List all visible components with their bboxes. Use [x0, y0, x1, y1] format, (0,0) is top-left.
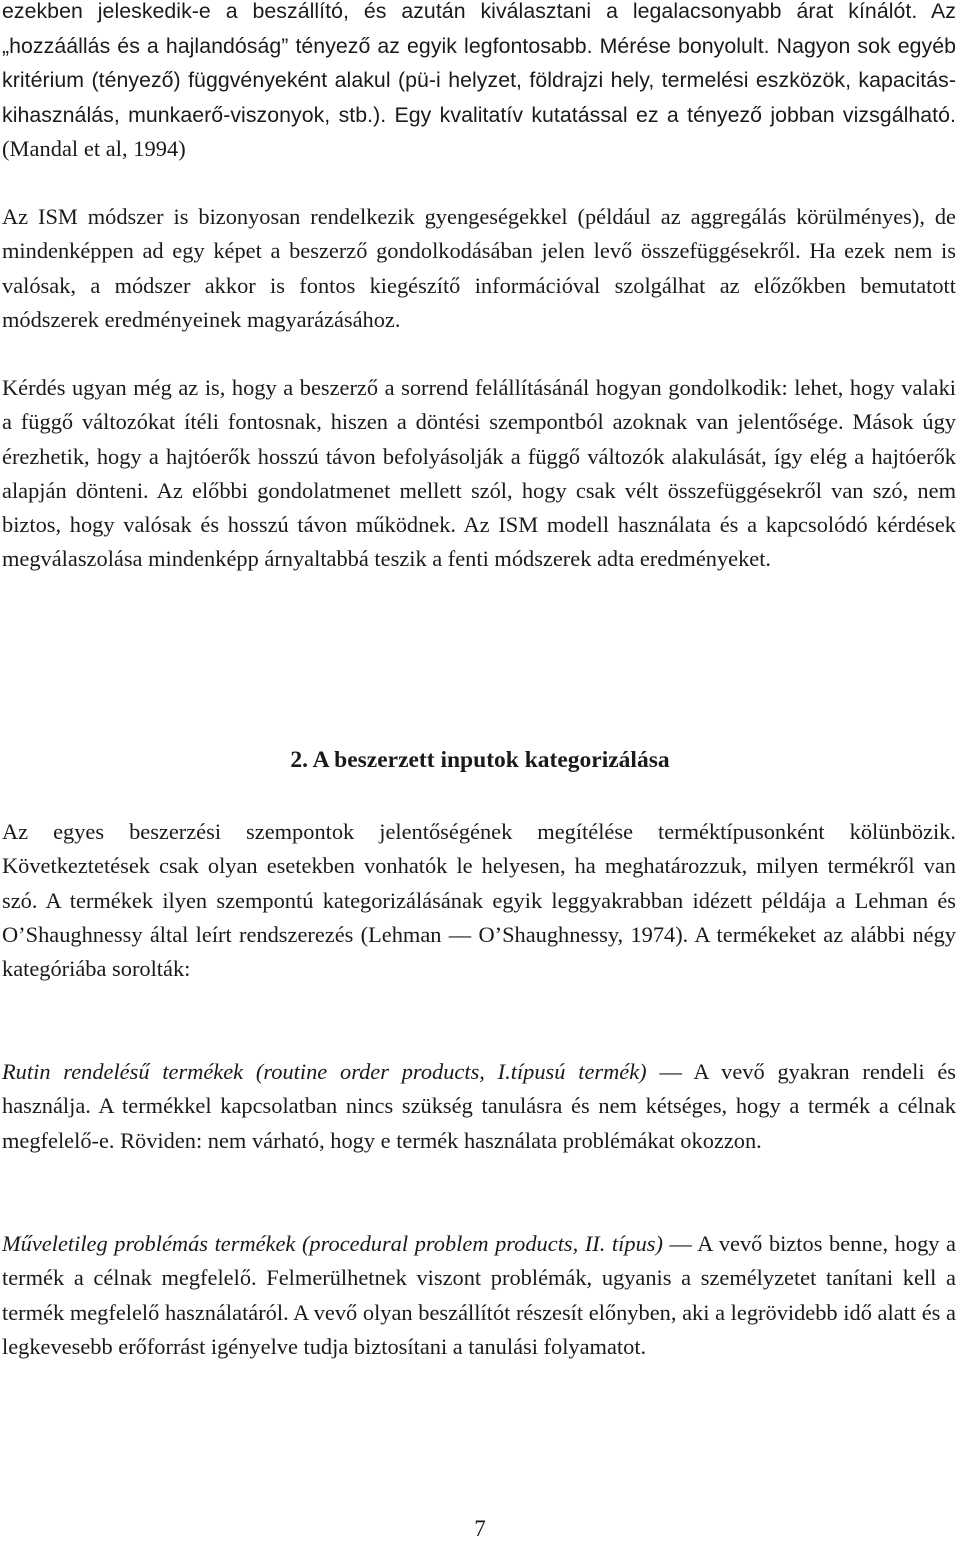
paragraph-1: [2, 0, 956, 167]
paragraph-4: Az egyes beszerzési szempontok jelentőségének megítélése terméktípusonként kölünbözik. Következtetések csak olyan esetekben vonhatók le helyesen, ha meghatározzuk, milyen termékről van szó. A termékek ilyen szempontú kategorizálásának egyik leggyakrabban idézett példája a Lehman és O’Shaughnessy által leírt rendszerezés (Lehman — O’Shaughnessy, 1974). A termékeket az alábbi négy kategóriába sorolták:: [2, 819, 956, 982]
paragraph-6-term: Műveletileg problémás termékek (procedural problem products, II. típus): [2, 1231, 663, 1256]
section-title: 2. A beszerzett inputok kategorizálása: [290, 747, 670, 773]
paragraph-6-body: — A vevő biztos benne, hogy a termék a célnak megfelelő. Felmerülhetnek viszont problémák, ugyanis a személyzetet tanítani kell a termék megfelelő használatáról. A vevő olyan beszállítót részesít előnyben, aki a legrövidebb idő alatt és a legkevesebb erőforrást igényelve tudja biztosítani a tanulási folyamatot.: [2, 1231, 956, 1359]
paragraph-6: [2, 1227, 956, 1364]
paragraph-5-body: — A vevő gyakran rendeli és használja. A termékkel kapcsolatban nincs szükség tanulásra és nem kétséges, hogy a termék a célnak megfelelő-e. Röviden: nem várható, hogy e termék használata problémákat okozzon.: [2, 1059, 956, 1153]
paragraph-1-main: ezekben jeleskedik-e a beszállító, és azután kiválasztani a legalacsonyabb árat kínálót. Az „hozzáállás és a hajlandóság” tényező az egyik legfontosabb. Mérése bonyolult. Nagyon sok egyéb kritérium (tényező) függvényeként alakul (pü-i helyzet, földrajzi hely, termelési eszközök, kapacitás-kihasználás, munkaerő-viszonyok, stb.). Egy kvalitatív kutatással ez a tényező jobban vizsgálható.: [2, 0, 956, 127]
paragraph-2: Az ISM módszer is bizonyosan rendelkezik gyengeségekkel (például az aggregálás körülményes), de mindenképpen ad egy képet a beszerző gondolkodásában jelen levő összefüggésekről. Ha ezek nem is valósak, a módszer akkor is fontos kiegészítő információval szolgálhat az előzőkben bemutatott módszerek eredményeinek magyarázásához.: [2, 204, 956, 332]
paragraph-5-term: Rutin rendelésű termékek (routine order products, I.típusú termék): [2, 1059, 647, 1084]
paragraph-5: [2, 1055, 956, 1158]
paragraph-1-citation: (Mandal et al, 1994): [2, 136, 186, 162]
paragraph-3: Kérdés ugyan még az is, hogy a beszerző a sorrend felállításánál hogyan gondolkodik: lehet, hogy valaki a függő változókat ítéli fontosnak, hiszen a döntési szempontból azoknak van jelentősége. Mások úgy érezhetik, hogy a hajtóerők hosszú távon befolyásolják a függő változók alakulását, így elég a hajtóerők alapján dönteni. Az előbbi gondolatmenet mellett szól, hogy csak vélt összefüggésekről van szó, nem biztos, hogy valósak és hosszú távon működnek. Az ISM modell használata és a kapcsolódó kérdések megválaszolása mindenképp árnyaltabbá teszik a fenti módszerek adta eredményeket.: [2, 375, 956, 572]
page-number: 7: [474, 1516, 486, 1541]
